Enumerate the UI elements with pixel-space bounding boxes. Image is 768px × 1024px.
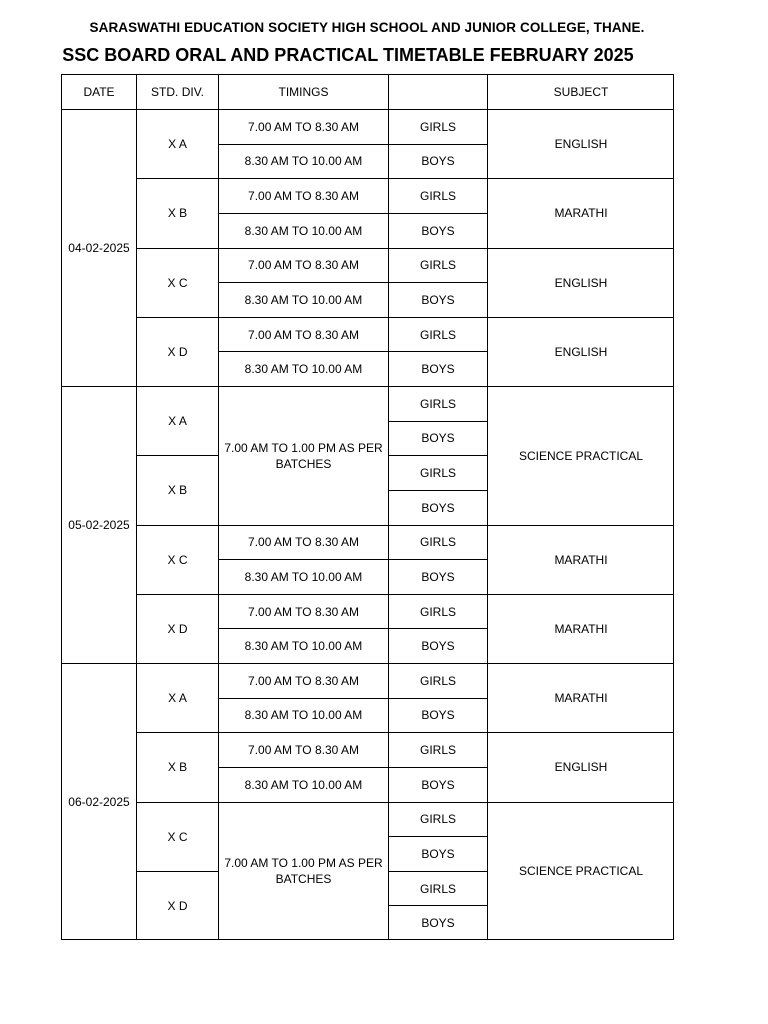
timetable [61,74,674,940]
date-cell: 06-02-2025 [61,663,136,940]
std-div: X B [136,732,218,801]
subject: MARATHI [487,594,674,663]
timing-batches: 7.00 AM TO 1.00 PM AS PER BATCHES [218,802,388,941]
subject: ENGLISH [487,317,674,386]
timing-slot: 8.30 AM TO 10.00 AM [218,351,388,386]
group-label: GIRLS [388,525,487,560]
std-div: X A [136,386,218,455]
timing-slot: 8.30 AM TO 10.00 AM [218,698,388,733]
header-timings: TIMINGS [218,74,388,109]
header-date: DATE [61,74,136,109]
group-label: BOYS [388,490,487,525]
group-label: BOYS [388,767,487,802]
timing-slot: 7.00 AM TO 8.30 AM [218,248,388,283]
date-cell: 04-02-2025 [61,109,136,386]
subject: ENGLISH [487,109,674,178]
timing-slot: 8.30 AM TO 10.00 AM [218,213,388,248]
group-label: GIRLS [388,802,487,837]
group-label: BOYS [388,282,487,317]
timing-slot: 8.30 AM TO 10.00 AM [218,282,388,317]
std-div: X B [136,178,218,247]
subject: ENGLISH [487,732,674,801]
header-group [388,74,487,109]
std-div: X D [136,317,218,386]
timing-slot: 7.00 AM TO 8.30 AM [218,109,388,144]
timing-batches: 7.00 AM TO 1.00 PM AS PER BATCHES [218,386,388,525]
std-div: X A [136,109,218,178]
std-div: X D [136,871,218,940]
subject: MARATHI [487,525,674,594]
timing-slot: 8.30 AM TO 10.00 AM [218,628,388,663]
page-title: SSC BOARD ORAL AND PRACTICAL TIMETABLE FEBRUARY 2025 [62,45,634,65]
group-label: BOYS [388,836,487,871]
school-name: SARASWATHI EDUCATION SOCIETY HIGH SCHOOL AND JUNIOR COLLEGE, THANE. [89,20,645,35]
group-label: GIRLS [388,594,487,629]
group-label: BOYS [388,351,487,386]
date-cell: 05-02-2025 [61,386,136,663]
group-label: BOYS [388,698,487,733]
timing-slot: 7.00 AM TO 8.30 AM [218,317,388,352]
header-subject: SUBJECT [487,74,674,109]
subject: ENGLISH [487,248,674,317]
std-div: X C [136,248,218,317]
group-label: GIRLS [388,663,487,698]
std-div: X C [136,802,218,871]
group-label: GIRLS [388,178,487,213]
timing-slot: 8.30 AM TO 10.00 AM [218,559,388,594]
std-div: X B [136,455,218,524]
subject: SCIENCE PRACTICAL [487,802,674,941]
timing-slot: 7.00 AM TO 8.30 AM [218,178,388,213]
subject: SCIENCE PRACTICAL [487,386,674,525]
group-label: GIRLS [388,248,487,283]
timing-slot: 8.30 AM TO 10.00 AM [218,144,388,179]
group-label: GIRLS [388,455,487,490]
std-div: X A [136,663,218,732]
header-std-div: STD. DIV. [136,74,218,109]
timing-slot: 7.00 AM TO 8.30 AM [218,663,388,698]
std-div: X D [136,594,218,663]
subject: MARATHI [487,663,674,732]
group-label: GIRLS [388,386,487,421]
group-label: BOYS [388,421,487,456]
group-label: BOYS [388,144,487,179]
timing-slot: 7.00 AM TO 8.30 AM [218,594,388,629]
group-label: GIRLS [388,732,487,767]
group-label: BOYS [388,905,487,940]
group-label: GIRLS [388,871,487,906]
timing-slot: 8.30 AM TO 10.00 AM [218,767,388,802]
timing-slot: 7.00 AM TO 8.30 AM [218,732,388,767]
group-label: GIRLS [388,317,487,352]
group-label: BOYS [388,559,487,594]
group-label: BOYS [388,628,487,663]
timing-slot: 7.00 AM TO 8.30 AM [218,525,388,560]
group-label: BOYS [388,213,487,248]
subject: MARATHI [487,178,674,247]
std-div: X C [136,525,218,594]
group-label: GIRLS [388,109,487,144]
